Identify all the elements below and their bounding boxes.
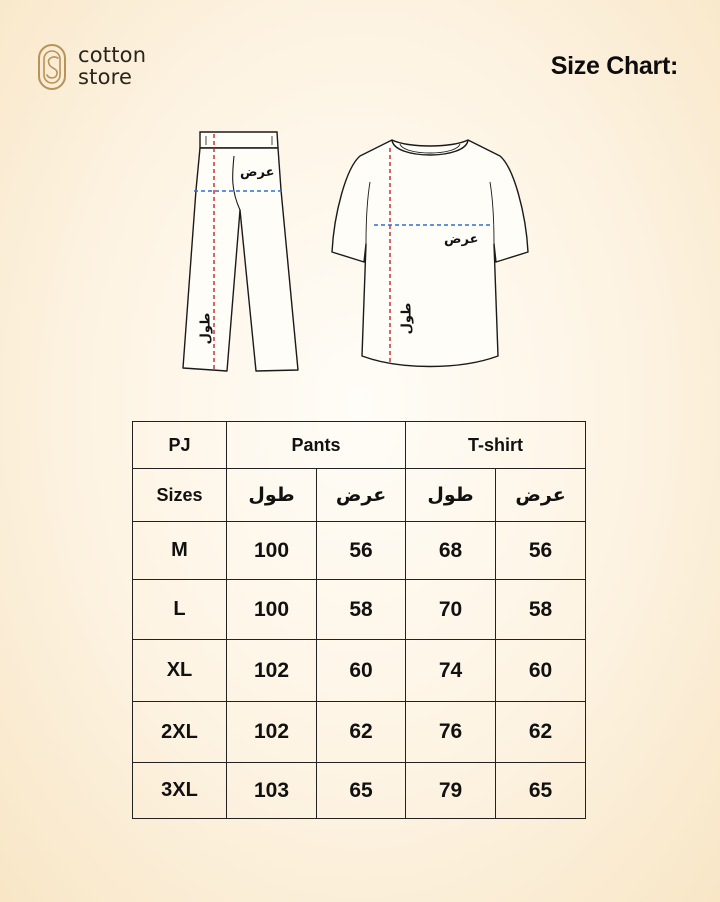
pants-width-cell: 58 <box>317 580 406 640</box>
tshirt-length-cell: 79 <box>406 763 496 819</box>
pants-width-cell: 56 <box>317 522 406 580</box>
size-cell: M <box>133 522 227 580</box>
tshirt-width-cell: 58 <box>496 580 586 640</box>
pants-length-cell: 103 <box>227 763 317 819</box>
table-row <box>133 763 586 819</box>
page-title: Size Chart: <box>550 52 678 80</box>
size-cell: XL <box>133 640 227 702</box>
tshirt-width-header: عرض <box>496 469 586 522</box>
pants-length-cell: 100 <box>227 580 317 640</box>
tshirt-group-header: T-shirt <box>406 422 586 469</box>
pants-width-cell: 62 <box>317 702 406 763</box>
pants-illustration <box>176 128 310 378</box>
tshirt-length-cell: 68 <box>406 522 496 580</box>
tshirt-outline-icon <box>330 134 530 370</box>
pants-width-header: عرض <box>317 469 406 522</box>
tshirt-width-label: عرض <box>444 232 479 247</box>
pants-length-header: طول <box>227 469 317 522</box>
tshirt-length-cell: 76 <box>406 702 496 763</box>
tshirt-length-cell: 70 <box>406 580 496 640</box>
pants-length-label: طول <box>198 312 214 345</box>
pants-group-header: Pants <box>227 422 406 469</box>
sizes-header: Sizes <box>133 469 227 522</box>
size-cell: 2XL <box>133 702 227 763</box>
table-row <box>133 702 586 763</box>
table-row <box>133 522 586 580</box>
pants-length-cell: 100 <box>227 522 317 580</box>
pants-length-cell: 102 <box>227 702 317 763</box>
tshirt-width-cell: 56 <box>496 522 586 580</box>
size-cell: L <box>133 580 227 640</box>
tshirt-width-cell: 62 <box>496 702 586 763</box>
brand-line-1: cotton <box>78 43 147 67</box>
pants-width-cell: 65 <box>317 763 406 819</box>
tshirt-length-header: طول <box>406 469 496 522</box>
cotton-logo-icon <box>36 42 72 92</box>
table-row <box>133 640 586 702</box>
pants-width-label: عرض <box>240 165 275 180</box>
tshirt-width-cell: 60 <box>496 640 586 702</box>
brand-name <box>78 44 146 88</box>
table-row <box>133 580 586 640</box>
tshirt-width-cell: 65 <box>496 763 586 819</box>
tshirt-length-cell: 74 <box>406 640 496 702</box>
pants-length-cell: 102 <box>227 640 317 702</box>
pants-width-cell: 60 <box>317 640 406 702</box>
tshirt-illustration <box>330 134 530 370</box>
table-header-row <box>133 422 586 469</box>
tshirt-length-label: طول <box>399 302 415 335</box>
size-table <box>132 421 586 819</box>
size-cell: 3XL <box>133 763 227 819</box>
table-corner-cell: PJ <box>133 422 227 469</box>
brand-line-2: store <box>78 65 133 89</box>
brand-logo <box>36 40 196 94</box>
table-subheader-row <box>133 469 586 522</box>
